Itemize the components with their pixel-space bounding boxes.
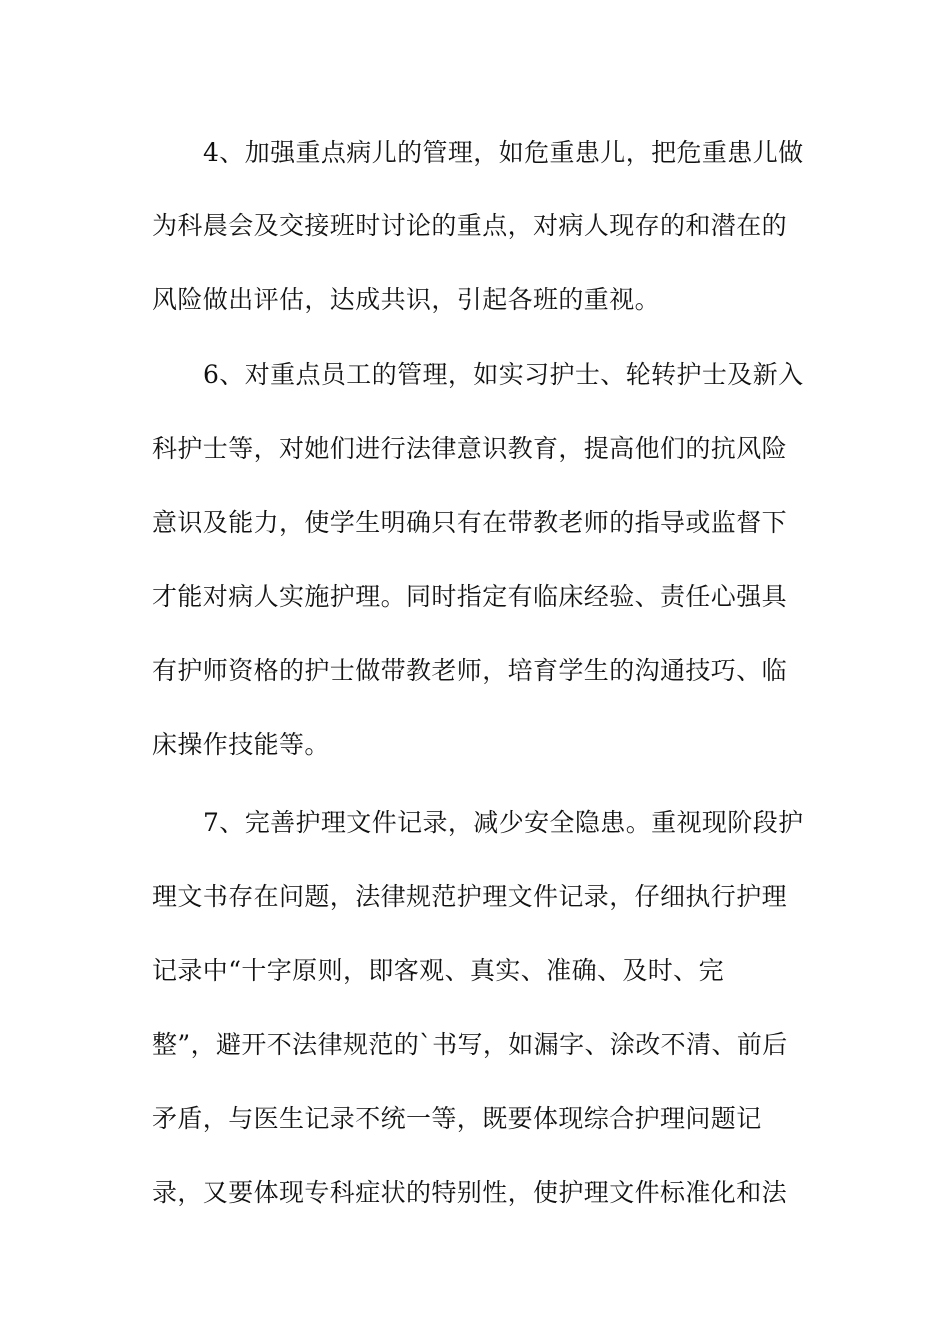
paragraph-4-line-2: 为科晨会及交接班时讨论的重点，对病人现存的和潜在的 <box>152 211 788 240</box>
paragraph-7-line-1: 7、完善护理文件记录，减少安全隐患。重视现阶段护 <box>203 808 804 837</box>
paragraph-7-line-4: 整”，避开不法律规范的`书写，如漏字、涂改不清、前后 <box>152 1030 788 1059</box>
paragraph-6-line-2: 科护士等，对她们进行法律意识教育，提高他们的抗风险 <box>152 434 788 463</box>
paragraph-6-line-1: 6、对重点员工的管理，如实习护士、轮转护士及新入 <box>203 360 804 389</box>
paragraph-6-line-4: 才能对病人实施护理。同时指定有临床经验、责任心强具 <box>152 582 788 611</box>
paragraph-4-line-3: 风险做出评估，达成共识，引起各班的重视。 <box>152 285 661 314</box>
paragraph-6-line-3: 意识及能力，使学生明确只有在带教老师的指导或监督下 <box>152 508 788 537</box>
paragraph-7-line-2: 理文书存在问题，法律规范护理文件记录，仔细执行护理 <box>152 882 788 911</box>
paragraph-6-line-5: 有护师资格的护士做带教老师，培育学生的沟通技巧、临 <box>152 656 788 685</box>
paragraph-7-line-6: 录，又要体现专科症状的特别性，使护理文件标准化和法 <box>152 1178 788 1207</box>
paragraph-7-line-5: 矛盾，与医生记录不统一等，既要体现综合护理问题记 <box>152 1104 762 1133</box>
paragraph-6-line-6: 床操作技能等。 <box>152 730 330 759</box>
paragraph-7-line-3: 记录中“十字原则，即客观、真实、准确、及时、完 <box>152 956 724 985</box>
paragraph-4-line-1: 4、加强重点病儿的管理，如危重患儿，把危重患儿做 <box>203 138 804 167</box>
